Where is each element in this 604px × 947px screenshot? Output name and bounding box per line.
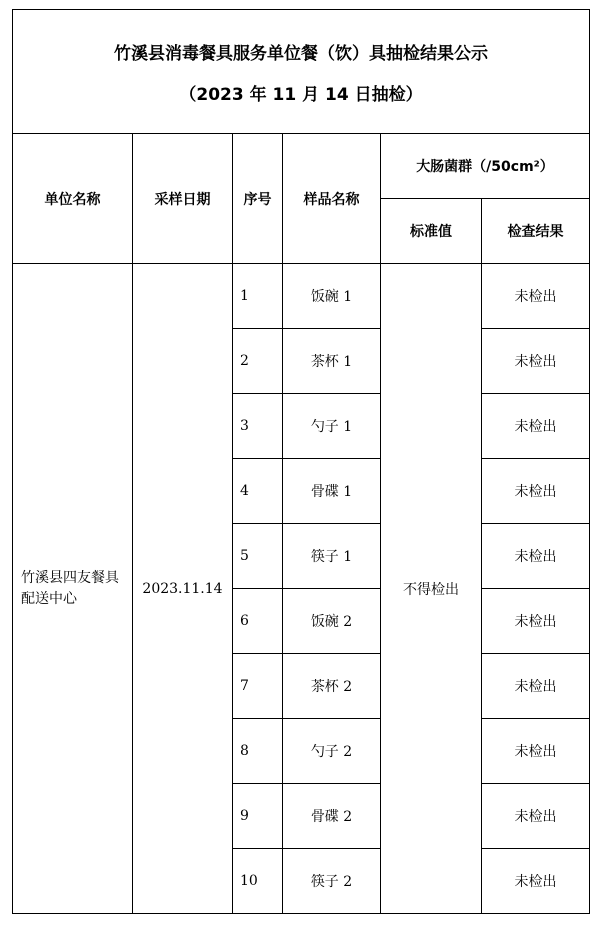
sample-name-cell: 茶杯 2 xyxy=(283,654,381,719)
sample-name-cell: 筷子 1 xyxy=(283,524,381,589)
seq-cell: 6 xyxy=(233,589,283,654)
header-sample-name: 样品名称 xyxy=(283,134,381,264)
seq-cell: 8 xyxy=(233,719,283,784)
header-sample-date: 采样日期 xyxy=(133,134,233,264)
sample-name-cell: 勺子 2 xyxy=(283,719,381,784)
result-cell: 未检出 xyxy=(482,589,590,654)
table-row xyxy=(13,264,590,329)
header-coliform-group: 大肠菌群（/50cm²） xyxy=(381,134,590,199)
document-subtitle: （2023 年 11 月 14 日抽检） xyxy=(179,84,423,105)
result-cell: 未检出 xyxy=(482,849,590,914)
seq-cell: 9 xyxy=(233,784,283,849)
result-cell: 未检出 xyxy=(482,524,590,589)
seq-cell: 4 xyxy=(233,459,283,524)
sample-name-cell: 饭碗 1 xyxy=(283,264,381,329)
seq-cell: 10 xyxy=(233,849,283,914)
header-unit-name: 单位名称 xyxy=(13,134,133,264)
header-check-result: 检查结果 xyxy=(482,199,590,264)
seq-cell: 7 xyxy=(233,654,283,719)
seq-cell: 2 xyxy=(233,329,283,394)
result-cell: 未检出 xyxy=(482,654,590,719)
sample-name-cell: 勺子 1 xyxy=(283,394,381,459)
seq-cell: 5 xyxy=(233,524,283,589)
sample-date-cell: 2023.11.14 xyxy=(133,264,233,914)
sample-name-cell: 筷子 2 xyxy=(283,849,381,914)
sample-name-cell: 茶杯 1 xyxy=(283,329,381,394)
result-cell: 未检出 xyxy=(482,784,590,849)
sample-name-cell: 骨碟 1 xyxy=(283,459,381,524)
seq-cell: 1 xyxy=(233,264,283,329)
sample-name-cell: 饭碗 2 xyxy=(283,589,381,654)
result-cell: 未检出 xyxy=(482,264,590,329)
header-seq: 序号 xyxy=(233,134,283,264)
result-cell: 未检出 xyxy=(482,329,590,394)
sample-name-cell: 骨碟 2 xyxy=(283,784,381,849)
header-standard-value: 标准值 xyxy=(381,199,482,264)
result-cell: 未检出 xyxy=(482,719,590,784)
document-title: 竹溪县消毒餐具服务单位餐（饮）具抽检结果公示 xyxy=(114,43,488,64)
seq-cell: 3 xyxy=(233,394,283,459)
result-cell: 未检出 xyxy=(482,394,590,459)
standard-value-cell: 不得检出 xyxy=(381,264,482,914)
title-block xyxy=(13,10,590,134)
result-cell: 未检出 xyxy=(482,459,590,524)
unit-name-cell: 竹溪县四友餐具配送中心 xyxy=(13,264,133,914)
inspection-results-table xyxy=(12,9,590,914)
